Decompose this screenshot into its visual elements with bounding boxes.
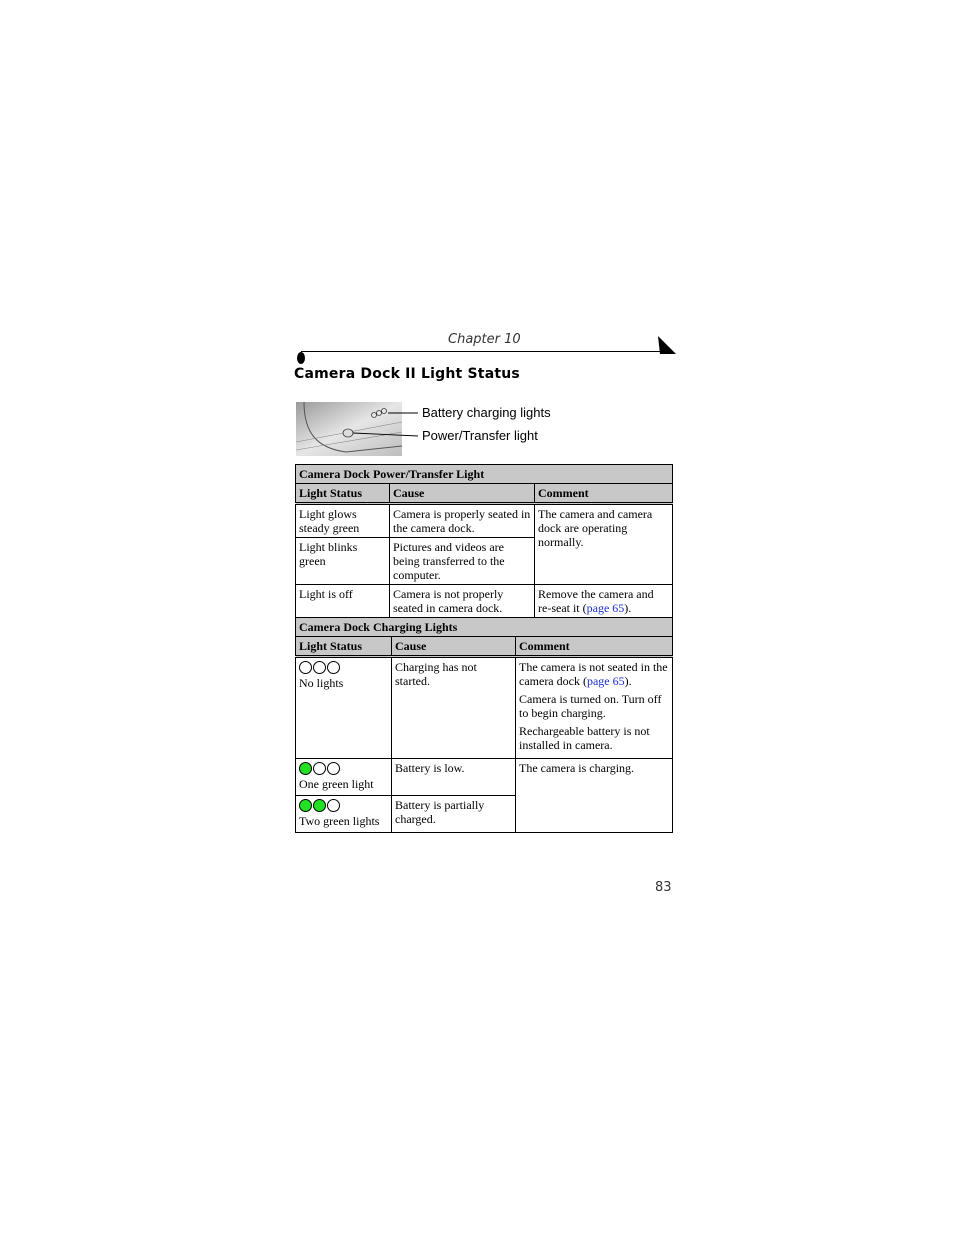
- led-off-icon: [299, 661, 312, 674]
- led-off-icon: [327, 661, 340, 674]
- light-status-cell: [296, 657, 392, 759]
- table-header-row: [296, 484, 673, 504]
- camera-dock-illustration: [296, 402, 426, 458]
- led-green-icon: [299, 762, 312, 775]
- comment-text: ).: [624, 601, 632, 615]
- table-row: [296, 657, 673, 759]
- callout-battery-charging-lights: Battery charging lights: [422, 405, 551, 420]
- light-status-label: One green light: [299, 777, 374, 791]
- charging-lights-indicator: [299, 762, 388, 775]
- power-transfer-light-icon: [343, 429, 353, 437]
- column-header-comment: Comment: [516, 637, 673, 657]
- page-65-link[interactable]: page 65: [586, 674, 625, 688]
- section-title: Camera Dock II Light Status: [294, 366, 520, 382]
- table-row: [296, 504, 673, 538]
- comment-paragraph: Camera is turned on. Turn off to begin charging.: [519, 692, 662, 720]
- cause-cell: Camera is not properly seated in camera dock.: [390, 585, 535, 618]
- header-arrow-icon: [656, 334, 678, 356]
- charging-lights-indicator: [299, 661, 388, 674]
- comment-paragraph: Rechargeable battery is not installed in camera.: [519, 724, 650, 752]
- cause-cell: Charging has not started.: [392, 657, 516, 759]
- cause-cell: Battery is partially charged.: [392, 796, 516, 833]
- charging-lights-indicator: [299, 799, 388, 812]
- table-title: Camera Dock Charging Lights: [296, 618, 673, 637]
- comment-cell: [516, 657, 673, 759]
- power-transfer-light-table: [295, 464, 673, 618]
- charging-lights-table: [295, 617, 673, 833]
- table-title: Camera Dock Power/Transfer Light: [296, 465, 673, 484]
- light-status-cell: [296, 759, 392, 796]
- light-status-label: Two green lights: [299, 814, 380, 828]
- comment-cell: [535, 585, 673, 618]
- led-green-icon: [299, 799, 312, 812]
- comment-text: ).: [624, 674, 632, 688]
- light-status-cell: Light is off: [296, 585, 390, 618]
- page-65-link[interactable]: page 65: [586, 601, 625, 615]
- column-header-comment: Comment: [535, 484, 673, 504]
- table-title-row: [296, 618, 673, 637]
- header-rule: [301, 351, 661, 352]
- callout-power-transfer-light: Power/Transfer light: [422, 428, 538, 443]
- column-header-cause: Cause: [390, 484, 535, 504]
- comment-text: Remove the camera and re-seat it (: [538, 587, 654, 615]
- comment-text: The camera is not seated in the camera dock (: [519, 660, 668, 688]
- chapter-label: Chapter 10: [448, 332, 521, 347]
- table-title-row: [296, 465, 673, 484]
- column-header-cause: Cause: [392, 637, 516, 657]
- led-off-icon: [313, 661, 326, 674]
- cause-cell: Battery is low.: [392, 759, 516, 796]
- led-off-icon: [327, 762, 340, 775]
- light-status-cell: [296, 796, 392, 833]
- led-green-icon: [313, 799, 326, 812]
- page-number: 83: [655, 880, 672, 895]
- comment-cell: The camera is charging.: [516, 759, 673, 833]
- led-off-icon: [313, 762, 326, 775]
- column-header-light-status: Light Status: [296, 637, 392, 657]
- table-header-row: [296, 637, 673, 657]
- cause-cell: Camera is properly seated in the camera dock.: [390, 504, 535, 538]
- table-row: [296, 759, 673, 796]
- light-status-cell: Light blinks green: [296, 538, 390, 585]
- light-status-cell: Light glows steady green: [296, 504, 390, 538]
- column-header-light-status: Light Status: [296, 484, 390, 504]
- led-off-icon: [327, 799, 340, 812]
- comment-cell: The camera and camera dock are operating normally.: [535, 504, 673, 585]
- table-row: [296, 585, 673, 618]
- light-status-label: No lights: [299, 676, 344, 690]
- header-dot: [297, 352, 305, 364]
- cause-cell: Pictures and videos are being transferred to the computer.: [390, 538, 535, 585]
- comment-paragraph: [519, 660, 669, 688]
